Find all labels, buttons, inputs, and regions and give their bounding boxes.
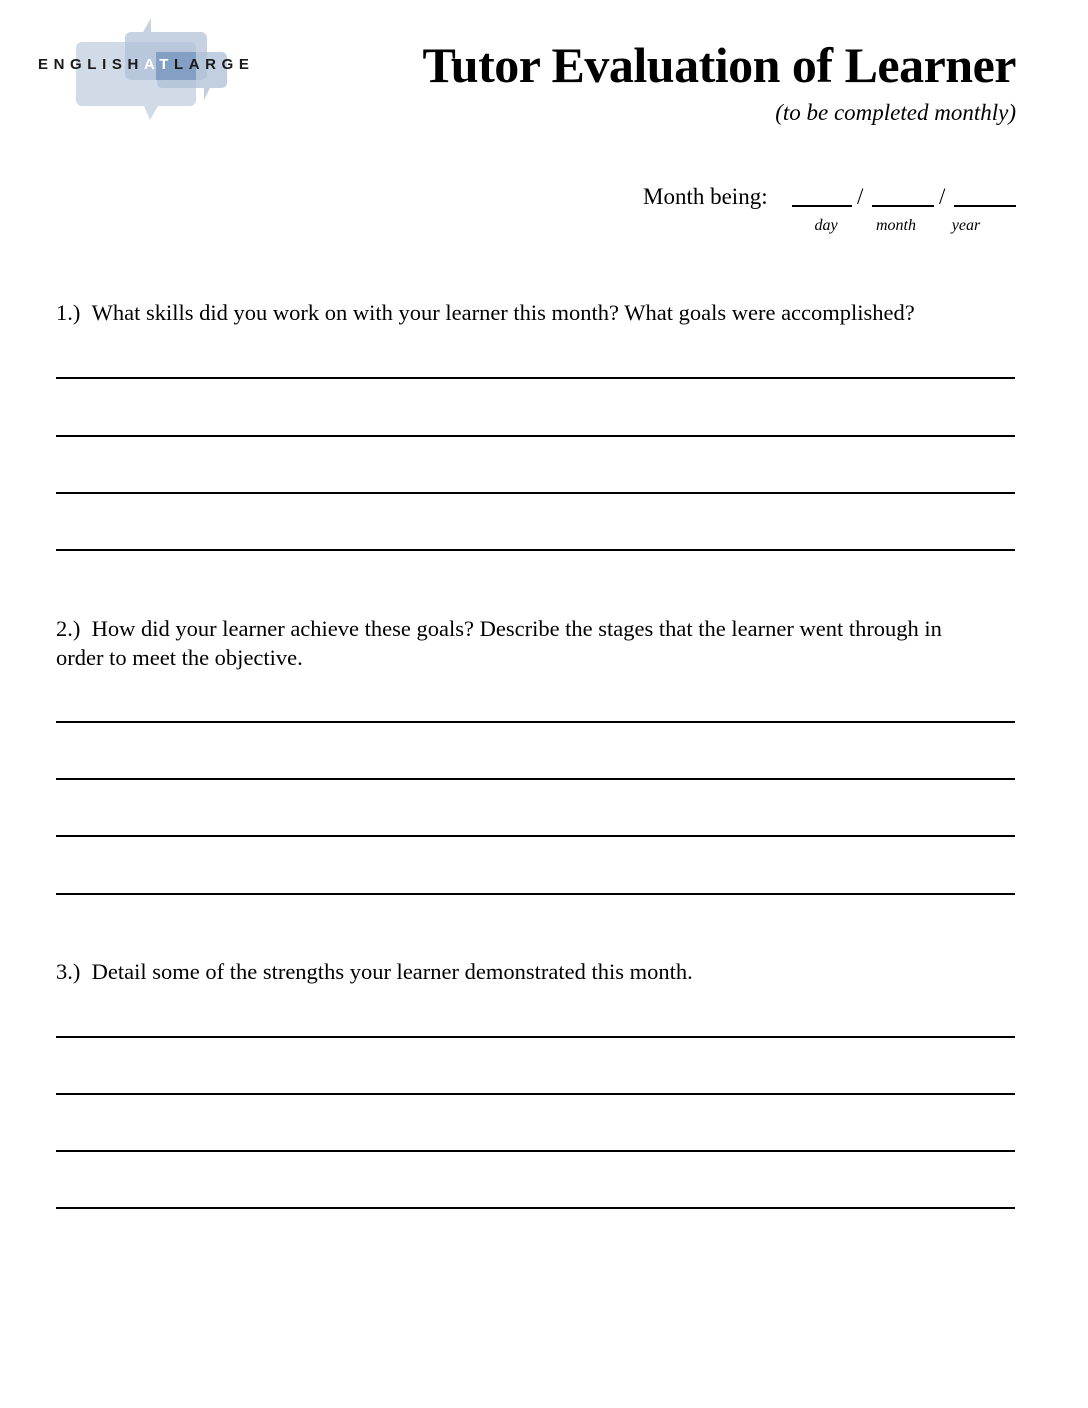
logo-text-at: AT [143,56,174,73]
page-title: Tutor Evaluation of Learner [422,37,1016,93]
date-separator: / [857,184,864,209]
answer-line[interactable] [56,721,1015,723]
answer-line[interactable] [56,492,1015,494]
answer-line[interactable] [56,1207,1015,1209]
question-text: Detail some of the strengths your learner demonstrated this month. [91,959,693,984]
answer-line[interactable] [56,835,1015,837]
answer-line[interactable] [56,549,1015,551]
page-subtitle: (to be completed monthly) [775,100,1016,125]
answer-line[interactable] [56,1093,1015,1095]
year-blank[interactable] [954,205,1016,207]
date-separator: / [939,184,946,209]
logo-text-large: LARGE [173,56,255,73]
question-text: What skills did you work on with your learner this month? What goals were accomplished? [91,300,915,325]
month-label: month [876,217,916,234]
answer-line[interactable] [56,1150,1015,1152]
english-at-large-logo [30,10,290,120]
day-blank[interactable] [792,205,852,207]
question-number: 2.) [56,616,81,641]
logo-wordmark [38,56,254,73]
month-being-label: Month being: [643,184,768,209]
answer-line[interactable] [56,435,1015,437]
month-blank[interactable] [872,205,934,207]
question-2 [56,614,956,672]
question-number: 1.) [56,300,81,325]
day-label: day [814,217,838,234]
question-1 [56,298,1016,327]
answer-line[interactable] [56,377,1015,379]
question-text: How did your learner achieve these goals? Describe the stages that the learner went through in order to meet the objective. [56,616,942,670]
logo-text-english: ENGLISH [38,56,144,73]
answer-line[interactable] [56,778,1015,780]
question-3 [56,957,1016,986]
year-label: year [951,217,981,234]
question-number: 3.) [56,959,81,984]
answer-line[interactable] [56,1036,1015,1038]
answer-line[interactable] [56,893,1015,895]
